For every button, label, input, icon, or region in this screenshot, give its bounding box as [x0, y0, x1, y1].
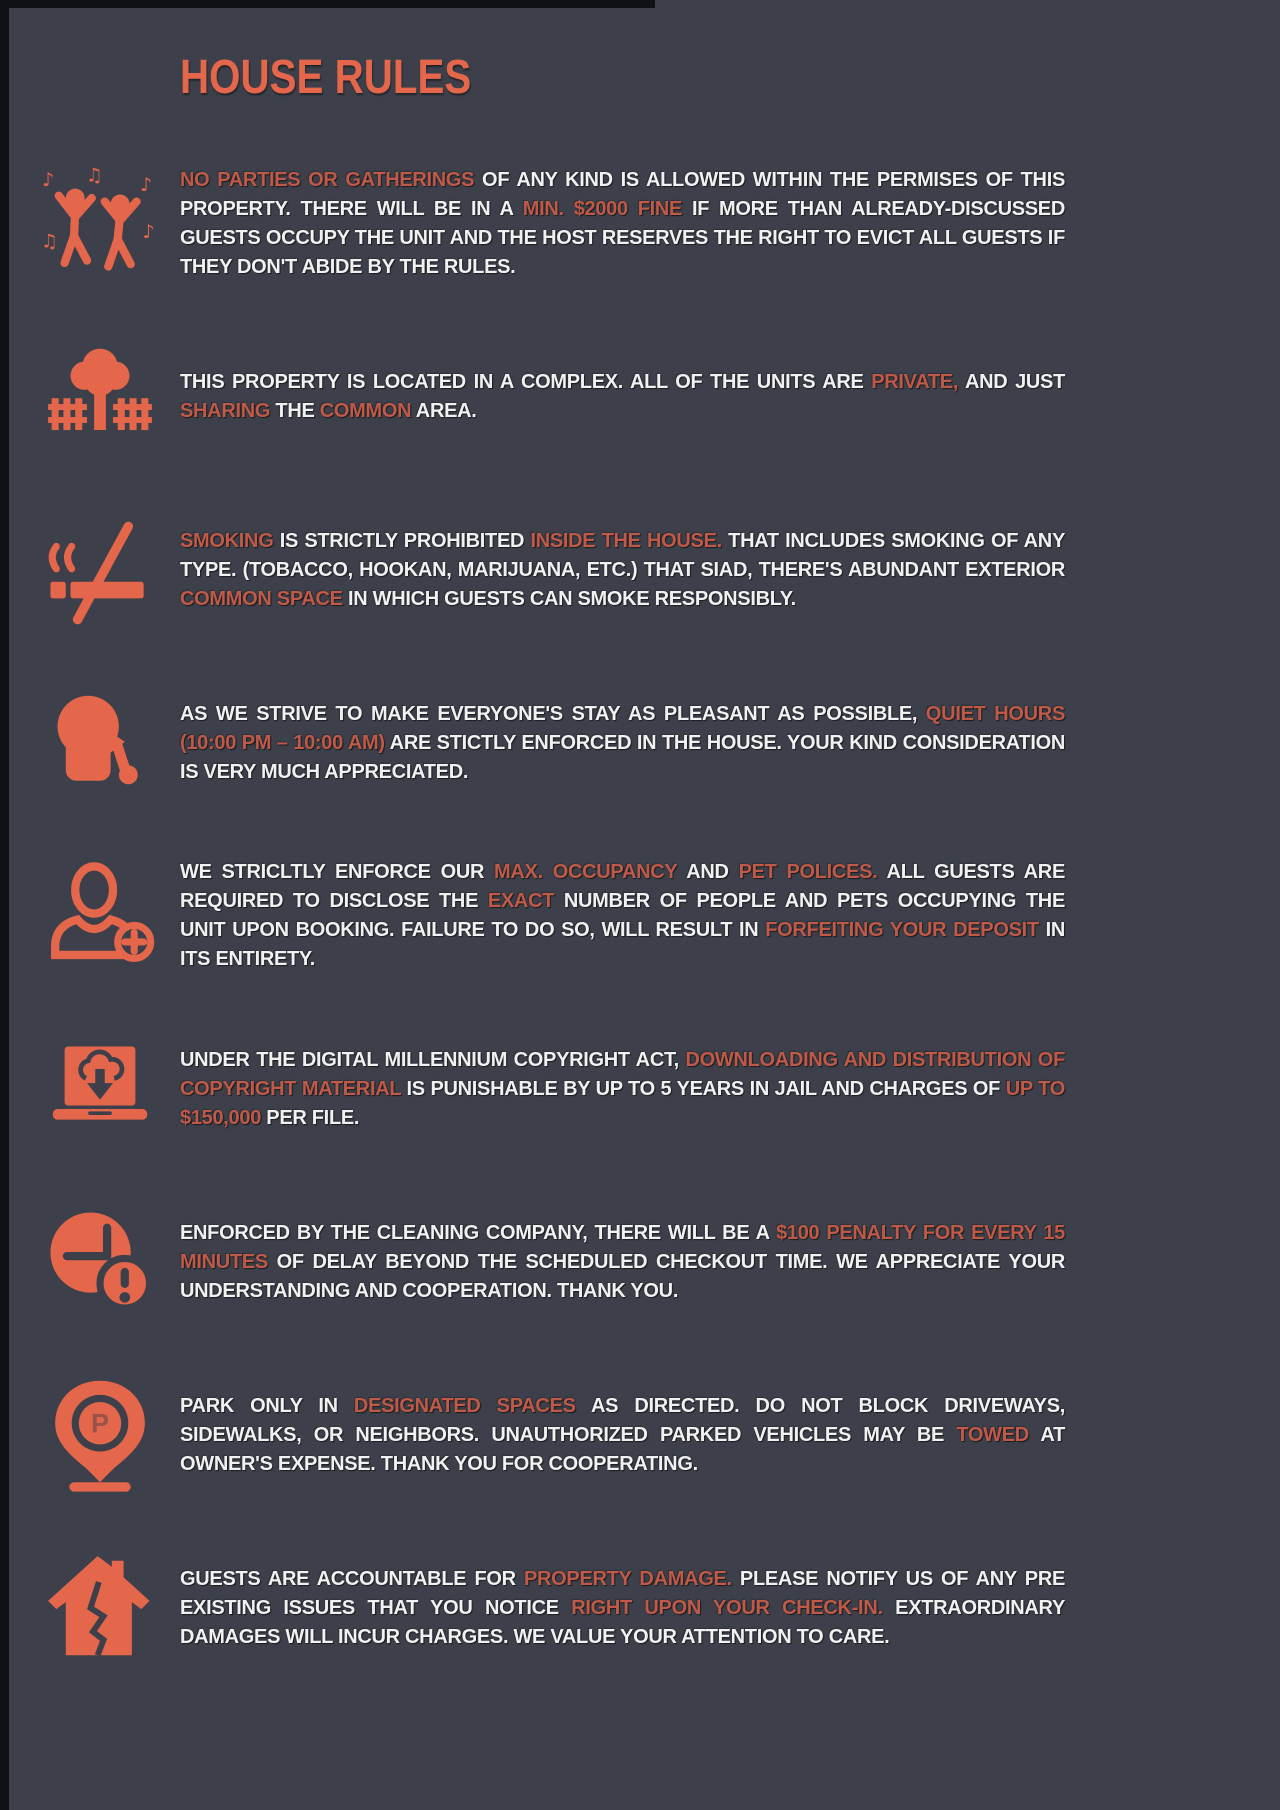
- svg-text:♫: ♫: [41, 230, 58, 253]
- rule-text-segment: IN WHICH GUESTS CAN SMOKE RESPONSIBLY.: [342, 587, 796, 610]
- rule-highlight-text: COMMON SPACE: [180, 587, 343, 610]
- rule-row-parking: [20, 1376, 1280, 1494]
- rule-text-segment: IS STRICTLY PROHIBITED: [273, 529, 531, 552]
- rule-text-segment: AS DIRECTED. DO NOT BLOCK DRIVEWAYS, SIDEWALKS, OR NEIGHBORS. UNAUTHORIZED PARKED VEHICLES MAY BE: [180, 1394, 1065, 1446]
- rule-text-segment: AT OWNER'S EXPENSE. THANK YOU FOR COOPERATING.: [180, 1423, 1066, 1475]
- rule-paragraph: [180, 1219, 1065, 1306]
- rule-text-segment: IS PUNISHABLE BY UP TO 5 YEARS IN JAIL AND CHARGES OF: [400, 1077, 1006, 1100]
- parking-pin-icon: [41, 1376, 159, 1494]
- svg-text:♪: ♪: [42, 169, 55, 192]
- rule-text-segment: ARE STICTLY ENFORCED IN THE HOUSE. YOUR KIND CONSIDERATION IS VERY MUCH APPRECIATED.: [180, 731, 1065, 783]
- rule-highlight-text: SHARING: [180, 400, 271, 422]
- rule-text-segment: THIS PROPERTY IS LOCATED IN A COMPLEX. ALL OF THE UNITS ARE: [180, 371, 872, 393]
- rule-paragraph: [180, 700, 1065, 787]
- no-smoking-icon: [41, 511, 159, 629]
- rule-row-damage: [20, 1549, 1280, 1667]
- rule-highlight-text: PET POLICES.: [738, 861, 878, 883]
- rule-highlight-text: RIGHT UPON YOUR CHECK-IN.: [571, 1596, 883, 1619]
- rule-text-segment: NUMBER OF PEOPLE AND PETS OCCUPYING THE UNIT UPON BOOKING. FAILURE TO DO SO, WILL RESULT IN: [180, 890, 1065, 941]
- rule-text-segment: THE: [270, 400, 320, 422]
- rule-row-parties: [20, 165, 1280, 283]
- rule-paragraph: [180, 368, 1065, 426]
- rule-highlight-text: DESIGNATED SPACES: [353, 1394, 576, 1417]
- quiet-icon: [41, 684, 159, 802]
- rule-text-segment: GUESTS ARE ACCOUNTABLE FOR: [180, 1567, 524, 1590]
- rule-row-smoking: [20, 511, 1280, 629]
- rule-row-quiet-hours: [20, 684, 1280, 802]
- rule-icon-cell: [20, 1549, 180, 1667]
- rule-highlight-text: MIN. $2000 FINE: [522, 198, 683, 220]
- rule-text-segment: PLEASE NOTIFY US OF ANY PRE EXISTING ISSUES THAT YOU NOTICE: [180, 1567, 1066, 1619]
- rule-highlight-text: SMOKING: [180, 529, 274, 552]
- rule-icon-cell: [20, 857, 180, 975]
- rule-text-segment: OF DELAY BEYOND THE SCHEDULED CHECKOUT TIME. WE APPRECIATE YOUR UNDERSTANDING AND COOPERATION. THANK YOU.: [180, 1250, 1065, 1302]
- download-laptop-icon: [41, 1030, 159, 1148]
- rule-paragraph: [180, 527, 1065, 614]
- add-guest-icon: [41, 857, 159, 975]
- rule-icon-cell: [20, 1376, 180, 1494]
- rule-highlight-text: PRIVATE,: [871, 371, 959, 393]
- rule-highlight-text: TOWED: [956, 1423, 1029, 1446]
- rule-highlight-text: EXACT: [487, 890, 555, 912]
- rule-highlight-text: MAX. OCCUPANCY: [494, 861, 678, 883]
- rule-highlight-text: NO PARTIES OR GATHERINGS: [180, 169, 475, 191]
- svg-text:♪: ♪: [140, 173, 153, 196]
- tree-fence-icon: [41, 338, 159, 456]
- rule-icon-cell: [20, 165, 180, 283]
- rule-highlight-text: INSIDE THE HOUSE.: [530, 529, 722, 552]
- rule-highlight-text: UP TO $150,000: [180, 1077, 1065, 1129]
- late-checkout-clock-icon: [41, 1203, 159, 1321]
- rule-text-segment: UNDER THE DIGITAL MILLENNIUM COPYRIGHT ACT,: [180, 1048, 686, 1071]
- damaged-house-icon: [41, 1549, 159, 1667]
- rule-highlight-text: PROPERTY DAMAGE.: [523, 1567, 732, 1590]
- rule-paragraph: [180, 1565, 1065, 1652]
- svg-text:P: P: [90, 1407, 110, 1439]
- rule-text-segment: THAT INCLUDES SMOKING OF ANY TYPE. (TOBACCO, HOOKAN, MARIJUANA, ETC.) THAT SIAD, THERE'S ABUNDANT EXTERIOR: [180, 529, 1065, 581]
- svg-text:♫: ♫: [85, 165, 103, 187]
- rule-text-segment: ENFORCED BY THE CLEANING COMPANY, THERE WILL BE A: [180, 1221, 777, 1244]
- rule-highlight-text: COMMON: [319, 400, 412, 422]
- rule-text-segment: IF MORE THAN ALREADY-DISCUSSED GUESTS OCCUPY THE UNIT AND THE HOST RESERVES THE RIGHT TO EVICT ALL GUESTS IF THEY DON'T ABIDE BY THE RULES.: [180, 198, 1065, 278]
- rule-icon-cell: [20, 1030, 180, 1148]
- rule-text-segment: EXTRAORDINARY DAMAGES WILL INCUR CHARGES. WE VALUE YOUR ATTENTION TO CARE.: [180, 1596, 1065, 1648]
- rule-paragraph: [180, 1392, 1065, 1479]
- rule-icon-cell: [20, 511, 180, 629]
- rule-text-segment: AND: [677, 861, 739, 883]
- rule-highlight-text: $100 PENALTY FOR EVERY 15 MINUTES: [180, 1221, 1065, 1273]
- party-icon: [41, 165, 159, 283]
- rule-paragraph: [180, 858, 1065, 974]
- rule-text-segment: ALL GUESTS ARE REQUIRED TO DISCLOSE THE: [180, 861, 1065, 912]
- page-title: HOUSE RULES: [180, 51, 472, 104]
- rule-highlight-text: FORFEITING YOUR DEPOSIT: [765, 919, 1039, 941]
- rule-icon-cell: [20, 338, 180, 456]
- rule-text-segment: WE STRICLTLY ENFORCE OUR: [180, 861, 495, 883]
- rule-row-complex: [20, 338, 1280, 456]
- rule-text-segment: AND JUST: [958, 371, 1065, 393]
- rule-row-copyright: [20, 1030, 1280, 1148]
- rule-highlight-text: QUIET HOURS (10:00 PM – 10:00 AM): [180, 702, 1065, 754]
- rule-highlight-text: DOWNLOADING AND DISTRIBUTION OF COPYRIGHT MATERIAL: [180, 1048, 1065, 1100]
- rule-paragraph: [180, 1046, 1065, 1133]
- rule-text-segment: AS WE STRIVE TO MAKE EVERYONE'S STAY AS PLEASANT AS POSSIBLE,: [180, 702, 926, 725]
- rule-text-segment: OF ANY KIND IS ALLOWED WITHIN THE PERMISES OF THIS PROPERTY. THERE WILL BE IN A: [180, 169, 1065, 220]
- rule-icon-cell: [20, 1203, 180, 1321]
- rule-icon-cell: [20, 684, 180, 802]
- rule-row-occupancy: [20, 857, 1280, 975]
- rule-text-segment: PARK ONLY IN: [180, 1394, 354, 1417]
- rule-paragraph: [180, 166, 1065, 282]
- rule-text-segment: PER FILE.: [261, 1106, 360, 1129]
- rule-text-segment: AREA.: [411, 400, 477, 422]
- svg-text:♪: ♪: [142, 221, 155, 244]
- rule-text-segment: IN ITS ENTIRETY.: [180, 919, 1065, 970]
- rule-row-checkout: [20, 1203, 1280, 1321]
